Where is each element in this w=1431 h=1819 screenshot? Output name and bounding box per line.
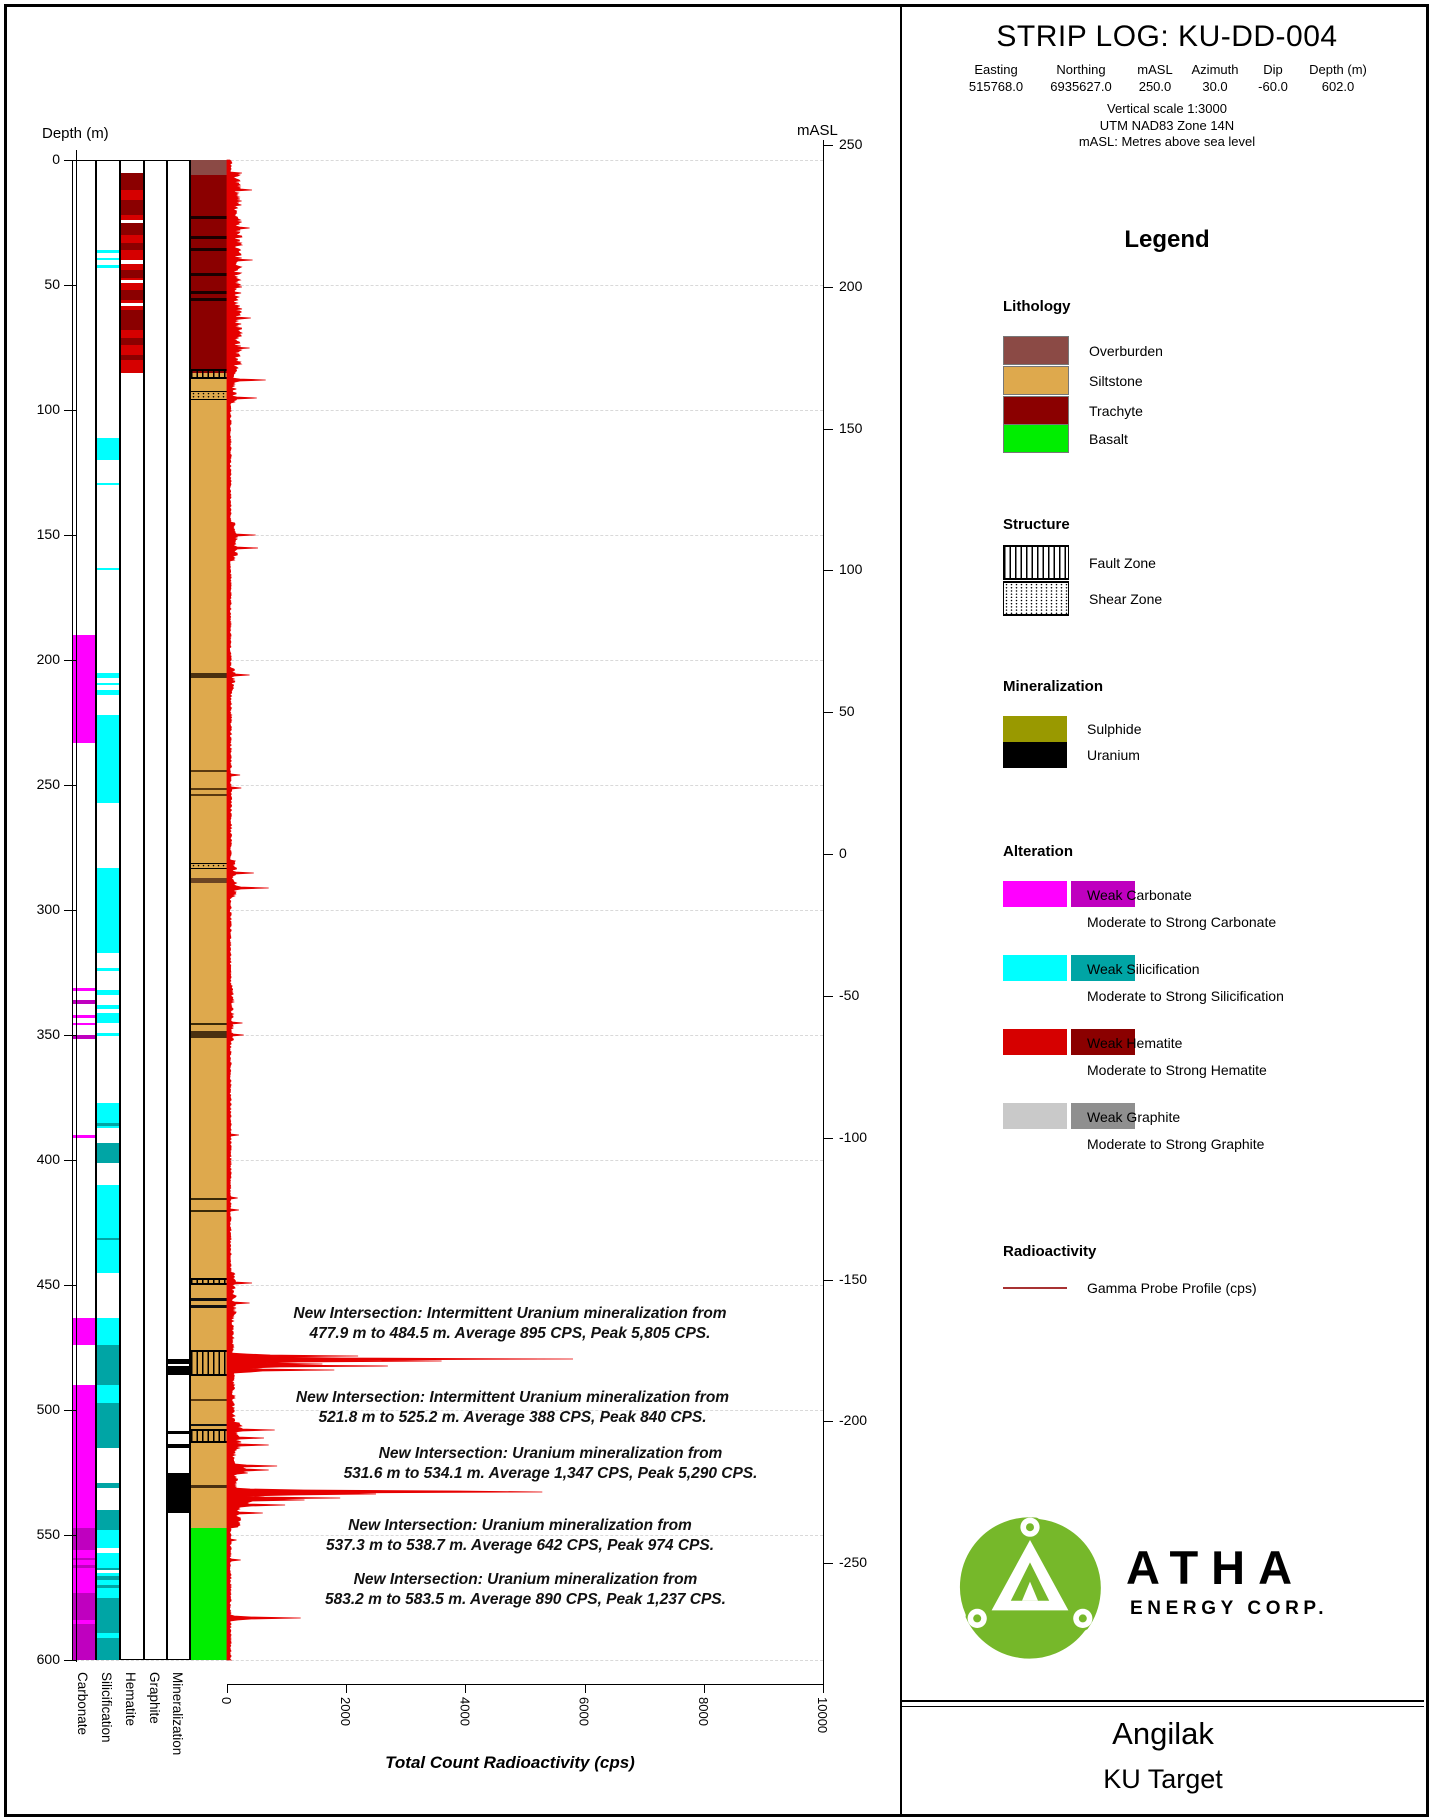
radioactivity-tick [346, 1684, 347, 1693]
project-name: Angilak [1112, 1716, 1214, 1751]
scale-note: Vertical scale 1:3000 [1107, 101, 1227, 116]
depth-tick-label: 150 [36, 526, 60, 542]
annotation-line2: 537.3 m to 538.7 m. Average 642 CPS, Peak 974 CPS. [325, 1537, 714, 1554]
shear-zone-label: Shear Zone [1089, 590, 1163, 607]
depth-tick-label: 600 [36, 1651, 60, 1667]
masl-tick [823, 287, 833, 288]
legend-structure-title: Structure [1003, 516, 1070, 533]
masl-tick [823, 1421, 833, 1422]
depth-tick [64, 1160, 76, 1161]
column-label-graphite: Graphite [147, 1672, 162, 1724]
radioactivity-tick-label: 10000 [815, 1697, 830, 1734]
depth-axis-title: Depth (m) [42, 125, 109, 142]
masl-tick-label: 0 [839, 845, 847, 861]
basalt-label: Basalt [1089, 430, 1128, 447]
basalt-swatch [1003, 424, 1069, 453]
annotation-line1: New Intersection: Uranium mineralization from [348, 1517, 692, 1534]
radioactivity-tick-label: 2000 [338, 1697, 354, 1726]
legend-item-siltstone [1003, 366, 1143, 395]
masl-tick [823, 712, 833, 713]
page-title: STRIP LOG: KU-DD-004 [996, 20, 1338, 53]
strong-graphite-label: Moderate to Strong Graphite [1087, 1136, 1265, 1152]
collar-header: Depth (m) [1309, 62, 1367, 77]
legend-item-shear-zone [1003, 581, 1162, 616]
collar-value: 515768.0 [968, 79, 1024, 94]
legend-pair-silicification [1003, 955, 1284, 1004]
depth-tick-label: 300 [36, 901, 60, 917]
depth-tick [64, 1660, 76, 1661]
strong-hematite-label: Moderate to Strong Hematite [1087, 1062, 1267, 1078]
radioactivity-tick [704, 1684, 705, 1693]
collar-value: 30.0 [1202, 79, 1228, 94]
legend-item-uranium [1003, 742, 1140, 768]
overburden-label: Overburden [1089, 342, 1163, 359]
column-label-carbonate: Carbonate [75, 1672, 90, 1736]
gamma-profile-label: Gamma Probe Profile (cps) [1087, 1280, 1257, 1296]
masl-tick-label: 100 [839, 561, 863, 577]
collar-value: 6935627.0 [1050, 79, 1112, 94]
collar-header: Dip [1263, 62, 1283, 77]
depth-tick [64, 410, 76, 411]
depth-tick [64, 1285, 76, 1286]
radioactivity-tick-label: 4000 [457, 1697, 473, 1726]
intersection-annotation [215, 1304, 805, 1344]
depth-tick [64, 785, 76, 786]
masl-axis-line [823, 140, 824, 1684]
masl-tick [823, 1138, 833, 1139]
target-name: KU Target [1103, 1764, 1223, 1794]
masl-tick-label: -200 [839, 1412, 868, 1428]
depth-tick-label: 400 [36, 1151, 60, 1167]
legend-radioactivity-title: Radioactivity [1003, 1243, 1097, 1260]
radioactivity-tick-label: 8000 [695, 1697, 711, 1726]
uranium-swatch [1003, 742, 1067, 768]
masl-tick-label: -100 [839, 1129, 868, 1145]
annotation-line1: New Intersection: Intermittent Uranium mineralization from [295, 1389, 730, 1406]
annotation-line1: New Intersection: Uranium mineralization from [353, 1571, 698, 1588]
legend-item-gamma-profile [1003, 1280, 1257, 1296]
legend-pair-graphite [1003, 1103, 1265, 1152]
fault-zone-label: Fault Zone [1089, 554, 1156, 571]
masl-tick-label: 50 [839, 703, 855, 719]
radioactivity-tick [585, 1684, 586, 1693]
collar-info-table [910, 62, 1424, 94]
depth-tick-label: 0 [52, 151, 60, 167]
depth-tick [64, 1410, 76, 1411]
depth-tick-label: 550 [36, 1526, 60, 1542]
panel-divider [900, 4, 902, 1815]
masl-tick-label: -50 [839, 987, 860, 1003]
collar-value: 250.0 [1138, 79, 1172, 94]
collar-value: -60.0 [1258, 79, 1288, 94]
masl-tick [823, 145, 833, 146]
radioactivity-axis-line [227, 1684, 823, 1685]
overburden-swatch [1003, 336, 1069, 365]
titleblock-divider [902, 1700, 1424, 1702]
masl-tick [823, 854, 833, 855]
masl-tick [823, 1280, 833, 1281]
uranium-label: Uranium [1087, 747, 1140, 763]
depth-tick [64, 285, 76, 286]
annotation-line1: New Intersection: Uranium mineralization from [378, 1445, 723, 1462]
depth-tick-label: 450 [36, 1276, 60, 1292]
weak-hematite-label: Weak Hematite [1087, 1035, 1183, 1051]
legend-pair-carbonate [1003, 881, 1277, 930]
radioactivity-tick [823, 1684, 824, 1693]
masl-tick [823, 429, 833, 430]
weak-hematite-swatch [1003, 1029, 1067, 1055]
column-label-hematite: Hematite [123, 1672, 138, 1727]
sulphide-swatch [1003, 716, 1067, 742]
masl-tick-label: -250 [839, 1554, 868, 1570]
collar-header: mASL [1137, 62, 1173, 77]
annotation-line1: New Intersection: Intermittent Uranium mineralization from [293, 1305, 727, 1322]
collar-value: 602.0 [1321, 79, 1355, 94]
depth-tick [64, 160, 76, 161]
legend-item-basalt [1003, 424, 1128, 453]
intersection-annotation [230, 1388, 795, 1428]
masl-tick-label: 250 [839, 136, 863, 152]
radioactivity-tick-label: 6000 [576, 1697, 592, 1726]
masl-tick-label: -150 [839, 1271, 868, 1287]
siltstone-label: Siltstone [1089, 372, 1143, 389]
legend-pair-hematite [1003, 1029, 1267, 1078]
depth-tick [64, 1035, 76, 1036]
masl-note: mASL: Metres above sea level [1078, 134, 1256, 149]
annotation-line2: 583.2 m to 583.5 m. Average 890 CPS, Peak 1,237 CPS. [325, 1591, 726, 1608]
weak-silicification-swatch [1003, 955, 1067, 981]
legend-item-fault-zone [1003, 545, 1156, 580]
siltstone-swatch [1003, 366, 1069, 395]
atha-wordmark: ATHA [1126, 1541, 1306, 1594]
radioactivity-tick [465, 1684, 466, 1693]
legend-alteration-title: Alteration [1003, 843, 1074, 860]
datum-note: UTM NAD83 Zone 14N [1099, 117, 1235, 133]
intersection-annotation [255, 1516, 785, 1556]
column-label-silicification: Silicification [99, 1672, 114, 1743]
weak-silicification-label: Weak Silicification [1087, 961, 1200, 977]
legend-item-trachyte [1003, 396, 1143, 425]
gamma-line-swatch [1003, 1287, 1067, 1289]
annotation-line2: 477.9 m to 484.5 m. Average 895 CPS, Peak 5,805 CPS. [309, 1325, 711, 1342]
collar-header: Easting [974, 62, 1018, 77]
legend-item-overburden [1003, 336, 1163, 365]
depth-tick-label: 350 [36, 1026, 60, 1042]
depth-axis-line [76, 150, 77, 1662]
legend-title: Legend [1124, 226, 1210, 253]
titleblock-divider-inner [902, 1706, 1424, 1707]
masl-axis-title: mASL [797, 122, 838, 139]
radioactivity-tick [227, 1684, 228, 1693]
weak-carbonate-swatch [1003, 881, 1067, 907]
radioactivity-axis-title: Total Count Radioactivity (cps) [385, 1753, 635, 1772]
strong-carbonate-label: Moderate to Strong Carbonate [1087, 914, 1277, 930]
masl-tick-label: 150 [839, 420, 863, 436]
legend-mineralization-title: Mineralization [1003, 678, 1104, 695]
shear-zone-swatch [1003, 581, 1069, 616]
trachyte-swatch [1003, 396, 1069, 425]
legend-lithology-title: Lithology [1003, 298, 1071, 315]
legend-item-sulphide [1003, 716, 1142, 742]
trachyte-label: Trachyte [1089, 402, 1143, 419]
atha-logo-icon [950, 1508, 1110, 1668]
collar-header: Northing [1056, 62, 1106, 77]
column-label-mineralization: Mineralization [170, 1672, 185, 1756]
masl-tick [823, 570, 833, 571]
masl-tick-label: 200 [839, 278, 863, 294]
sulphide-label: Sulphide [1087, 721, 1142, 737]
weak-graphite-swatch [1003, 1103, 1067, 1129]
depth-tick-label: 500 [36, 1401, 60, 1417]
map-notes [910, 101, 1424, 151]
depth-tick [64, 910, 76, 911]
depth-tick-label: 100 [36, 401, 60, 417]
annotation-line2: 521.8 m to 525.2 m. Average 388 CPS, Peak 840 CPS. [318, 1409, 707, 1426]
depth-tick [64, 535, 76, 536]
intersection-annotation [278, 1444, 823, 1484]
fault-zone-swatch [1003, 545, 1069, 580]
collar-header: Azimuth [1191, 62, 1239, 77]
depth-tick-label: 50 [44, 276, 60, 292]
annotation-line2: 531.6 m to 534.1 m. Average 1,347 CPS, Peak 5,290 CPS. [343, 1465, 758, 1482]
masl-tick [823, 996, 833, 997]
depth-tick [64, 660, 76, 661]
atha-energy-corp-label: ENERGY CORP. [1130, 1598, 1329, 1619]
depth-tick [64, 1535, 76, 1536]
intersection-annotation [258, 1570, 793, 1610]
weak-graphite-label: Weak Graphite [1087, 1109, 1181, 1125]
radioactivity-tick-label: 0 [219, 1697, 234, 1705]
weak-carbonate-label: Weak Carbonate [1087, 887, 1192, 903]
masl-tick [823, 1563, 833, 1564]
depth-tick-label: 250 [36, 776, 60, 792]
strong-silicification-label: Moderate to Strong Silicification [1087, 988, 1284, 1004]
depth-tick-label: 200 [36, 651, 60, 667]
